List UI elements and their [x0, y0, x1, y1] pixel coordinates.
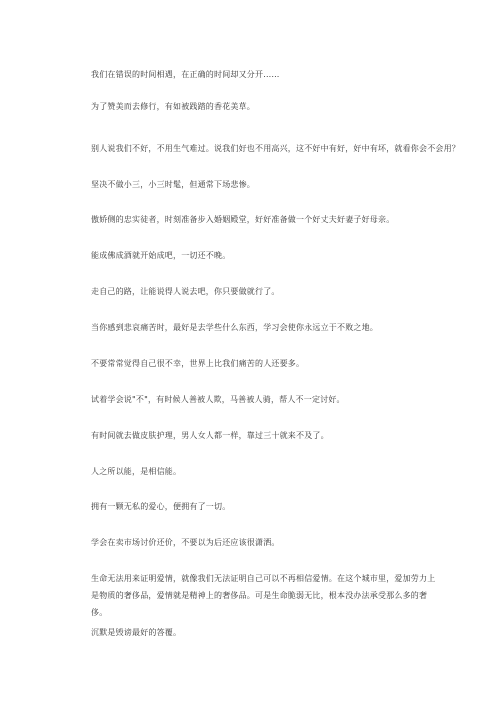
paragraph: 学会在卖市场讨价还价，不要以为后还应该很潇洒。 [91, 538, 280, 547]
paragraph: 能成佛成酒就开始成吧，一切还不晚。 [91, 251, 231, 260]
paragraph: 沉默是毁谤最好的答覆。 [91, 628, 182, 637]
paragraph: 有时间就去做皮肤护理，男人女人都一样，靠过三十就来不及了。 [91, 431, 329, 440]
paragraph: 不要常常觉得自己很不幸，世界上比我们痛苦的人还要多。 [91, 359, 305, 368]
paragraph: 别人说我们不好，不用生气难过。说我们好也不用高兴，这不好中有好，好中有坏，就看你会不会用？ [91, 144, 460, 153]
paragraph: 坚决不做小三，小三时髦，但通常下场悲惨。 [91, 180, 255, 189]
paragraph: 傲娇侧的忠实徒者，时刻准备步入婚姻殿堂，好好准备做一个好丈夫好妻子好母亲。 [91, 215, 395, 224]
paragraph: 试着学会说"不"，有时候人善被人欺，马善被人骑，帮人不一定讨好。 [91, 395, 345, 404]
paragraph: 人之所以能，是相信能。 [91, 467, 182, 476]
paragraph: 走自己的路，让能说得人说去吧，你只要做就行了。 [91, 287, 280, 296]
paragraph: 拥有一颗无私的爱心，便拥有了一切。 [91, 502, 231, 511]
paragraph: 生命无法用来证明爱情，就像我们无法证明自己可以不再相信爱情。在这个城市里，爱加劳力上是物质的奢侈品，爱情就是精神上的奢侈品。可是生命脆弱无比，根本没办法承受那么多的奢侈。 [91, 574, 436, 617]
paragraph: 当你感到悲哀痛苦时，最好是去学些什么东西，学习会使你永远立于不败之地。 [91, 323, 378, 332]
paragraph: 我们在错误的时间相遇，在正确的时间却又分开…… [91, 70, 280, 79]
paragraph: 为了赞美而去修行，有如被践踏的香花美草。 [91, 102, 255, 111]
